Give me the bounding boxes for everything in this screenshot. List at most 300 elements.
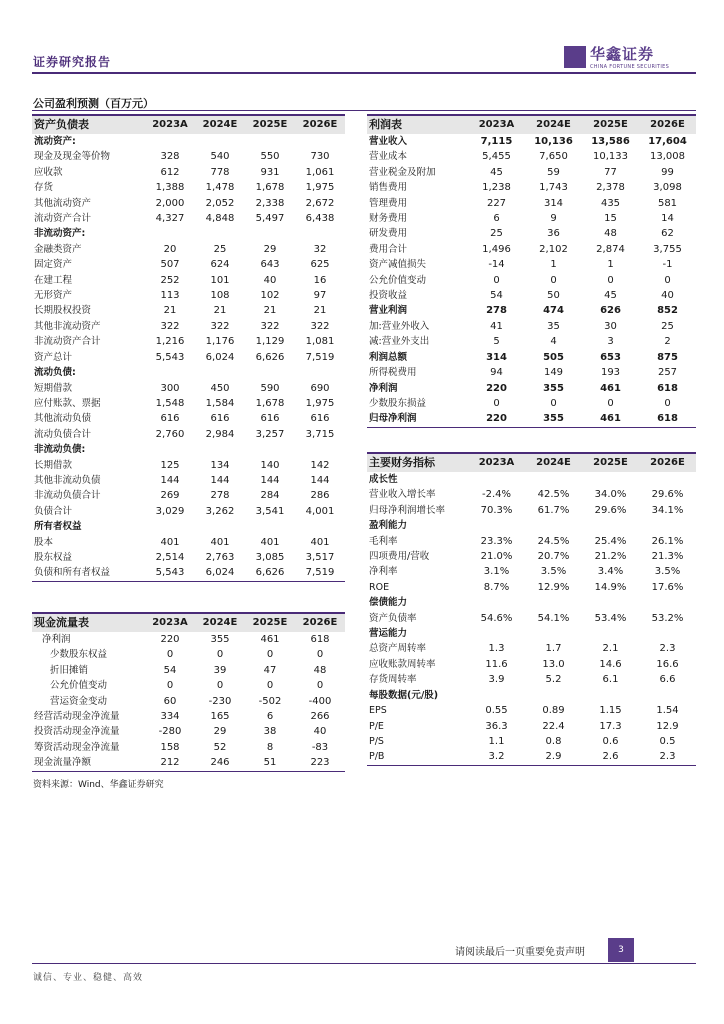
cell-value: 643 <box>260 259 280 271</box>
cell-value: 1.54 <box>656 705 679 717</box>
cell-value: 778 <box>210 166 230 178</box>
table-row <box>367 518 696 533</box>
cell-value: 97 <box>313 290 327 302</box>
row-label: 资产总计 <box>34 351 73 363</box>
cell-value: 29.6% <box>651 489 684 501</box>
cell-value: 30 <box>604 320 617 332</box>
row-label: 固定资产 <box>34 259 73 271</box>
year-header: 2024E <box>195 613 245 632</box>
cell-value: 59 <box>547 166 560 178</box>
cell-value: 6 <box>493 213 500 225</box>
cell-value <box>582 688 639 703</box>
cell-value: 1,975 <box>305 397 335 409</box>
cell-value: 54 <box>163 664 177 676</box>
cell-value: 39 <box>213 664 227 676</box>
table-row <box>367 334 696 349</box>
cell-value: 2.6 <box>582 749 639 765</box>
cell-value: 314 <box>543 197 564 209</box>
year-header: 2025E <box>582 453 639 472</box>
cell-value: 40 <box>263 274 277 286</box>
cell-value: 257 <box>657 367 678 379</box>
cell-value: 653 <box>600 351 621 363</box>
cell-value: 2,000 <box>155 197 185 209</box>
cell-value: 77 <box>604 166 617 178</box>
cell-value: 53.4% <box>594 612 627 624</box>
cell-value: 2,874 <box>596 243 625 255</box>
cell-value: 2 <box>664 336 671 348</box>
cell-value: 505 <box>543 351 564 363</box>
cell-value: 61.7% <box>537 504 570 516</box>
row-label: 营业税金及附加 <box>369 166 436 178</box>
cell-value <box>525 595 582 610</box>
row-label: 营业利润 <box>369 305 408 317</box>
cell-value: 1 <box>607 259 614 271</box>
income-statement-table <box>367 114 696 428</box>
cell-value: 616 <box>260 413 280 425</box>
cell-value: 36 <box>547 228 560 240</box>
table-row <box>367 626 696 641</box>
cell-value: 1,238 <box>482 182 511 194</box>
row-label: ROE <box>369 581 390 593</box>
cell-value: 0.5 <box>659 735 676 747</box>
row-label: 四项费用/营收 <box>369 551 430 563</box>
cell-value: 1,176 <box>205 336 235 348</box>
cell-value: 50 <box>547 290 560 302</box>
cell-value: 1,743 <box>539 182 568 194</box>
table-row <box>32 488 345 503</box>
row-label: 财务费用 <box>369 213 408 225</box>
cell-value: 6,626 <box>245 565 295 581</box>
table-row <box>32 365 345 380</box>
row-label: 应收款 <box>34 166 63 178</box>
table-row <box>32 535 345 550</box>
table-row <box>367 180 696 195</box>
cell-value: 540 <box>210 151 230 163</box>
year-header: 2024E <box>525 453 582 472</box>
cell-value: 223 <box>295 755 345 771</box>
cell-value <box>468 472 525 487</box>
cell-value: 25 <box>661 320 674 332</box>
cell-value: 24.5% <box>537 535 570 547</box>
cell-value: 14.9% <box>594 581 627 593</box>
table-row <box>32 303 345 318</box>
table-row <box>32 632 345 647</box>
cell-value: 6.6 <box>659 674 676 686</box>
cell-value <box>145 519 195 534</box>
cell-value: 2,984 <box>205 428 235 440</box>
table-title: 现金流量表 <box>32 613 145 632</box>
cell-value: 461 <box>582 411 639 427</box>
cell-value <box>582 595 639 610</box>
cell-value: 45 <box>490 166 503 178</box>
cell-value: 2,672 <box>305 197 335 209</box>
cell-value <box>295 519 345 534</box>
row-label: 营业收入增长率 <box>369 489 436 501</box>
table-header-row <box>367 453 696 472</box>
cell-value: 1 <box>550 259 557 271</box>
cell-value: 690 <box>310 382 330 394</box>
table-row <box>367 165 696 180</box>
cell-value: 401 <box>310 536 330 548</box>
table-row <box>367 134 696 149</box>
table-row <box>32 519 345 534</box>
cell-value: 2,378 <box>596 182 625 194</box>
cell-value: 618 <box>657 382 678 394</box>
cell-value: 2,102 <box>539 243 568 255</box>
logo-name: 华鑫证券 <box>590 45 655 63</box>
row-label: 销售费用 <box>369 182 408 194</box>
row-label: 负债和所有者权益 <box>32 565 145 581</box>
cell-value: 1.15 <box>599 705 622 717</box>
row-label: 长期股权投资 <box>34 305 92 317</box>
cell-value: 144 <box>160 474 180 486</box>
cell-value: 875 <box>657 351 678 363</box>
row-label: 资产减值损失 <box>369 259 427 271</box>
cell-value: 5.2 <box>545 674 562 686</box>
cell-value: 616 <box>210 413 230 425</box>
financial-ratios-table <box>367 452 696 766</box>
cell-value: 22.4 <box>542 720 565 732</box>
cell-value: 220 <box>160 634 180 645</box>
table-row <box>367 595 696 610</box>
table-title: 利润表 <box>367 115 468 134</box>
cell-value: 474 <box>543 305 564 317</box>
cell-value: 284 <box>260 490 280 502</box>
table-row <box>32 411 345 426</box>
cell-value: 48 <box>604 228 617 240</box>
cell-value: 0.8 <box>545 735 562 747</box>
row-label: 现金及现金等价物 <box>34 151 111 163</box>
cell-value: 23.3% <box>480 535 513 547</box>
cell-value: 3,098 <box>653 182 682 194</box>
row-label: P/E <box>369 720 384 732</box>
cell-value: 40 <box>313 726 327 738</box>
row-label: 短期借款 <box>34 382 73 394</box>
row-label: 营业收入 <box>369 136 408 147</box>
cash-flow-table <box>32 612 345 772</box>
cell-value: 2.3 <box>639 749 696 765</box>
cell-value <box>195 442 245 457</box>
cell-value <box>195 519 245 534</box>
cell-value: 401 <box>260 536 280 548</box>
cell-value <box>582 626 639 641</box>
cell-value: 616 <box>160 413 180 425</box>
table-row <box>32 694 345 709</box>
cell-value: 618 <box>639 411 696 427</box>
cell-value: 5 <box>493 336 500 348</box>
disclaimer-link[interactable]: 请阅读最后一页重要免责声明 <box>455 947 585 958</box>
row-label: 偿债能力 <box>369 597 408 609</box>
table-row <box>367 734 696 749</box>
table-header-row <box>367 115 696 134</box>
cell-value: 227 <box>486 197 507 209</box>
cell-value: 45 <box>604 290 617 302</box>
cell-value: 0 <box>266 680 274 692</box>
cell-value: 1,388 <box>155 182 185 194</box>
cell-value: 550 <box>260 151 280 163</box>
cell-value <box>145 442 195 457</box>
cell-value: 52 <box>213 741 227 753</box>
cell-value: 25.4% <box>594 535 627 547</box>
cell-value: 3,755 <box>653 243 682 255</box>
cell-value: 6,024 <box>195 565 245 581</box>
cell-value: 328 <box>160 151 180 163</box>
cell-value: 2,338 <box>255 197 285 209</box>
cell-value <box>639 595 696 610</box>
row-label: 毛利率 <box>369 535 398 547</box>
cell-value: -1 <box>662 259 673 271</box>
cell-value <box>639 518 696 533</box>
table-row <box>367 564 696 579</box>
cell-value: 314 <box>486 351 507 363</box>
row-label: 所得税费用 <box>369 367 417 379</box>
cell-value: 0 <box>607 274 614 286</box>
cell-value: 14.6 <box>599 658 622 670</box>
table-row <box>32 550 345 565</box>
cell-value: 7,519 <box>295 565 345 581</box>
row-label: 盈利能力 <box>369 520 408 532</box>
cell-value <box>582 518 639 533</box>
row-label: 流动资产: <box>34 136 76 147</box>
cell-value: 17.6% <box>651 581 684 593</box>
cell-value: 48 <box>313 664 327 676</box>
cell-value: 2,514 <box>155 551 185 563</box>
balance-sheet-table <box>32 114 345 582</box>
cell-value: 2.1 <box>602 643 619 655</box>
cell-value: 220 <box>486 382 507 394</box>
cell-value <box>195 226 245 241</box>
cell-value: 54.1% <box>537 612 570 624</box>
cell-value: 2.3 <box>659 643 676 655</box>
cell-value: 1,496 <box>482 243 511 255</box>
cell-value: 2.9 <box>525 749 582 765</box>
table-row <box>32 755 345 771</box>
cell-value <box>245 365 295 380</box>
cell-value: -400 <box>308 695 332 707</box>
cell-value: 322 <box>160 320 180 332</box>
cell-value: 1,548 <box>155 397 185 409</box>
cell-value <box>245 226 295 241</box>
row-label: 股本 <box>34 536 54 548</box>
cell-value: 21.0% <box>480 551 513 563</box>
cell-value: 0 <box>550 274 557 286</box>
cell-value: 42.5% <box>537 489 570 501</box>
table-row <box>32 319 345 334</box>
year-header: 2024E <box>525 115 582 134</box>
cell-value <box>639 688 696 703</box>
row-label: 利润总额 <box>369 351 408 363</box>
cell-value: 101 <box>210 274 230 286</box>
cell-value: 4,848 <box>205 213 235 225</box>
cell-value <box>245 134 295 149</box>
row-label: 归母净利润增长率 <box>369 504 446 516</box>
cell-value: 6,024 <box>205 351 235 363</box>
table-row <box>32 273 345 288</box>
cell-value <box>245 442 295 457</box>
cell-value: 134 <box>210 459 230 471</box>
cell-value <box>468 688 525 703</box>
cell-value: 1.3 <box>488 643 505 655</box>
row-label: 经营活动现金净流量 <box>34 711 120 723</box>
cell-value: 0.55 <box>485 705 508 717</box>
cell-value: 144 <box>310 474 330 486</box>
table-header-row <box>32 613 345 632</box>
cell-value <box>245 519 295 534</box>
year-header: 2024E <box>195 115 245 134</box>
cell-value: 0 <box>216 680 224 692</box>
cell-value: 25 <box>213 243 227 255</box>
table-row <box>32 180 345 195</box>
cell-value: 32 <box>313 243 327 255</box>
cell-value: 13.0 <box>542 658 565 670</box>
cell-value: 618 <box>310 634 330 645</box>
cell-value: 29 <box>263 243 277 255</box>
row-label: 非流动资产合计 <box>34 336 101 348</box>
cell-value: 0.89 <box>542 705 565 717</box>
row-label: 流动负债合计 <box>34 428 92 440</box>
cell-value <box>295 226 345 241</box>
table-row <box>32 565 345 581</box>
row-label: 营业成本 <box>369 151 408 163</box>
cell-value: 0.6 <box>602 735 619 747</box>
cell-value: 20.7% <box>537 551 570 563</box>
row-label: 公允价值变动 <box>50 680 108 692</box>
table-row <box>367 211 696 226</box>
cell-value <box>195 365 245 380</box>
cell-value: 212 <box>145 755 195 771</box>
cell-value: 16.6 <box>656 658 679 670</box>
cell-value: 125 <box>160 459 180 471</box>
cell-value: 1,129 <box>255 336 285 348</box>
table-row <box>367 226 696 241</box>
cell-value: 3.1% <box>483 566 510 578</box>
table-row <box>32 396 345 411</box>
row-label: 其他非流动资产 <box>34 320 101 332</box>
row-label: 营运能力 <box>369 628 408 640</box>
cell-value: 53.2% <box>651 612 684 624</box>
row-label: P/B <box>367 749 468 765</box>
row-label: 资产负债率 <box>369 612 417 624</box>
cell-value: -83 <box>311 741 329 753</box>
cell-value: 94 <box>490 367 503 379</box>
cell-value: 13,586 <box>591 136 630 147</box>
cell-value: 612 <box>160 166 180 178</box>
cell-value: 2,052 <box>205 197 235 209</box>
cell-value: 70.3% <box>480 504 513 516</box>
cell-value: 99 <box>661 166 674 178</box>
row-label: 公允价值变动 <box>369 274 427 286</box>
cell-value: 322 <box>310 320 330 332</box>
cell-value: 6.1 <box>602 674 619 686</box>
cell-value: 461 <box>260 634 280 645</box>
cell-value: 144 <box>260 474 280 486</box>
cell-value: 0 <box>166 649 174 661</box>
cell-value: 1,081 <box>305 336 335 348</box>
cell-value: 38 <box>263 726 277 738</box>
table-row <box>32 442 345 457</box>
cell-value: 5,497 <box>255 213 285 225</box>
table-row <box>367 672 696 687</box>
row-label: 金融类资产 <box>34 243 82 255</box>
cell-value: 322 <box>210 320 230 332</box>
table-row <box>367 611 696 626</box>
year-header: 2025E <box>245 115 295 134</box>
cell-value: 2,760 <box>155 428 185 440</box>
year-header: 2026E <box>639 115 696 134</box>
year-header: 2025E <box>582 115 639 134</box>
cell-value <box>295 365 345 380</box>
row-label: 营运资金变动 <box>50 695 108 707</box>
row-label: 所有者权益 <box>34 521 82 533</box>
row-label: 现金流量净额 <box>32 755 145 771</box>
cell-value: 286 <box>310 490 330 502</box>
row-label: 净利润 <box>369 382 398 394</box>
cell-value: 4 <box>550 336 557 348</box>
cell-value: 21 <box>213 305 227 317</box>
table-title: 主要财务指标 <box>367 453 468 472</box>
table-row <box>32 458 345 473</box>
cell-value: 26.1% <box>651 535 684 547</box>
table-row <box>32 134 345 149</box>
cell-value: 15 <box>604 213 617 225</box>
row-label: 净利率 <box>369 566 398 578</box>
table-header-row <box>32 115 345 134</box>
table-row <box>32 709 345 724</box>
cell-value: 450 <box>210 382 230 394</box>
row-label: 其他流动负债 <box>34 413 92 425</box>
cell-value: 13,008 <box>650 151 685 163</box>
table-row <box>367 149 696 164</box>
caption-divider <box>32 110 696 111</box>
logo-subtitle: CHINA FORTUNE SECURITIES <box>590 64 670 70</box>
cell-value: -280 <box>158 726 182 738</box>
table-row <box>367 641 696 656</box>
cell-value: 269 <box>160 490 180 502</box>
cell-value: 60 <box>163 695 177 707</box>
row-label: 投资收益 <box>369 290 408 302</box>
row-label: 加:营业外收入 <box>369 320 430 332</box>
cell-value <box>639 626 696 641</box>
table-row <box>32 663 345 678</box>
cell-value: 16 <box>313 274 327 286</box>
cell-value: -502 <box>258 695 282 707</box>
table-row <box>32 196 345 211</box>
cell-value <box>525 626 582 641</box>
row-label: 费用合计 <box>369 243 408 255</box>
cell-value: 0 <box>316 680 324 692</box>
cell-value: 165 <box>210 711 230 723</box>
cell-value: 0 <box>493 397 500 409</box>
cell-value: 401 <box>160 536 180 548</box>
cell-value: -230 <box>208 695 232 707</box>
table-row <box>32 724 345 739</box>
year-header: 2026E <box>639 453 696 472</box>
cell-value: 3,085 <box>255 551 285 563</box>
cell-value <box>525 688 582 703</box>
table-row <box>32 257 345 272</box>
company-logo <box>560 42 700 72</box>
forecast-caption: 公司盈利预测（百万元） <box>33 97 154 110</box>
row-label: 成长性 <box>369 474 398 485</box>
cell-value: 1,678 <box>255 397 285 409</box>
cell-value: 3.4% <box>597 566 624 578</box>
year-header: 2023A <box>145 115 195 134</box>
cell-value: 334 <box>160 711 180 723</box>
cell-value: 2,763 <box>205 551 235 563</box>
row-label: 应付账款、票据 <box>34 397 101 409</box>
row-label: EPS <box>369 705 387 717</box>
row-label: 无形资产 <box>34 290 73 302</box>
